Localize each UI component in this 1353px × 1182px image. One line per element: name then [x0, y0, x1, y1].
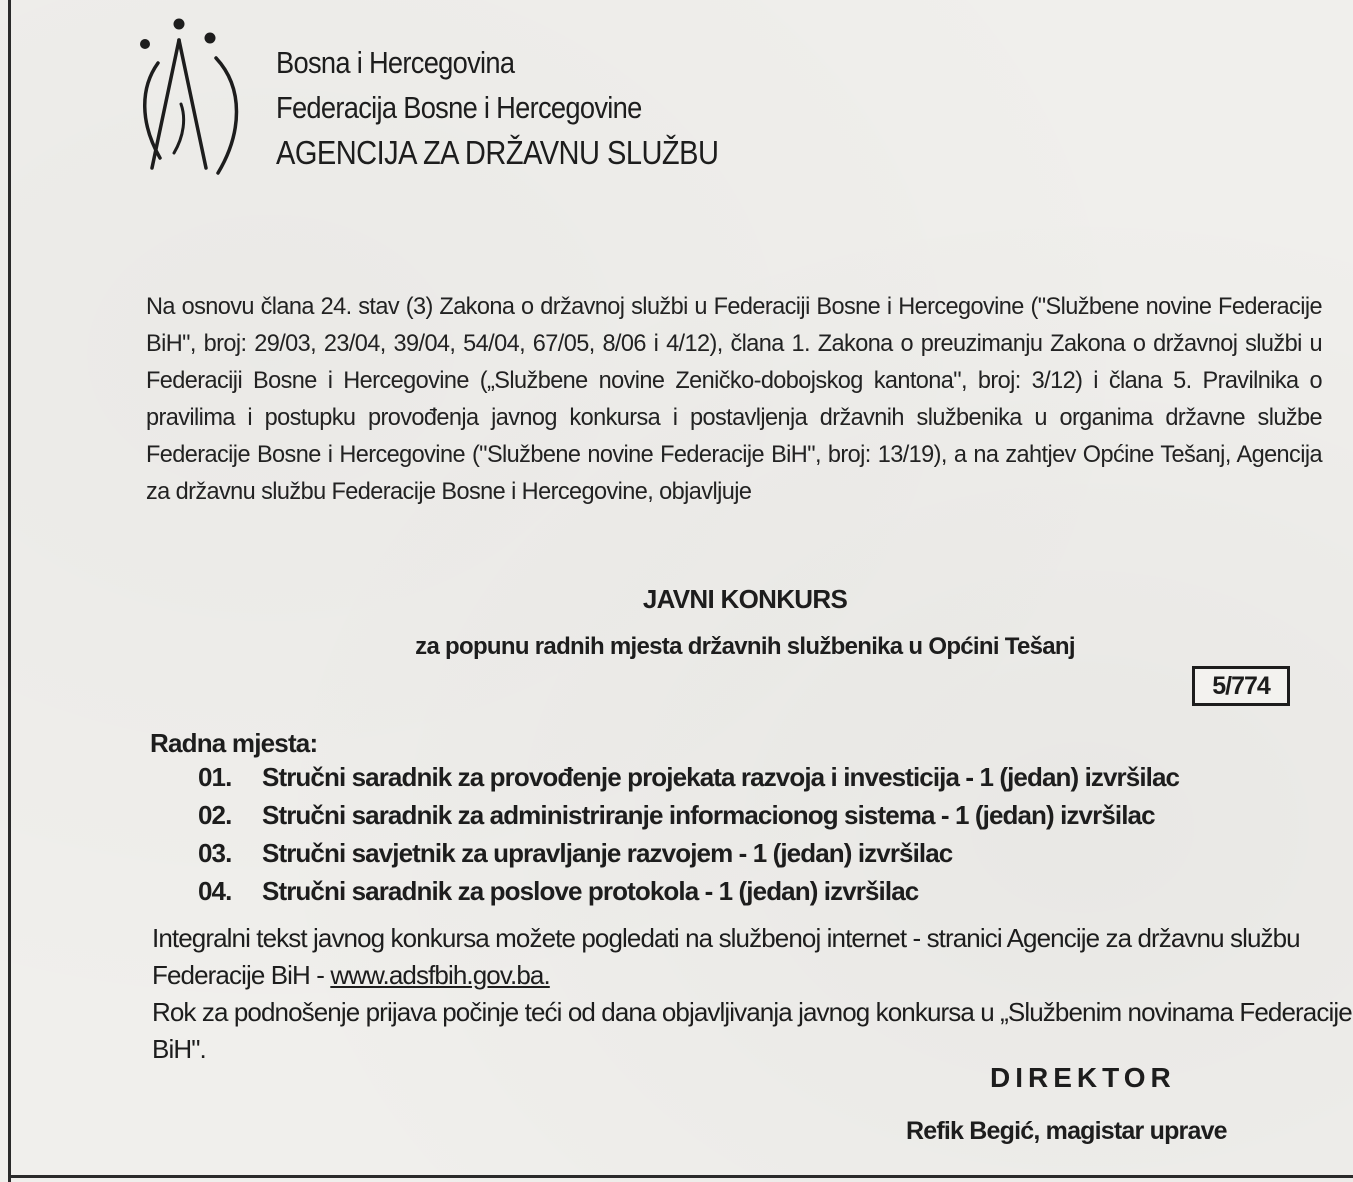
position-number: 04. [198, 876, 232, 906]
list-item [198, 876, 1298, 914]
footer-paragraph-deadline: Rok za podnošenje prijava počinje teći od dana objavljivanja javnog konkursa u „Službenim novinama Federacije BiH". [152, 997, 1352, 1064]
footer-info [152, 920, 1352, 1068]
frame-bottom-border [8, 1175, 1353, 1178]
position-number: 03. [198, 838, 232, 868]
agency-header [276, 40, 876, 175]
positions-heading: Radna mjesta: [150, 728, 318, 758]
notice-title: JAVNI KONKURS [642, 584, 848, 614]
list-item [198, 800, 1298, 838]
position-number: 02. [198, 800, 232, 830]
position-title: Stručni saradnik za poslove protokola - 1 (jedan) izvršilac [262, 876, 919, 906]
notice-subtitle: za popunu radnih mjesta državnih službenika u Općini Tešanj [415, 633, 1075, 660]
reference-number-badge: 5/774 [1192, 666, 1290, 706]
position-title: Stručni saradnik za provođenje projekata razvoja i investicija - 1 (jedan) izvršilac [262, 762, 1180, 792]
header-federation: Federacija Bosne i Hercegovine [276, 90, 642, 125]
agency-website-link[interactable]: www.adsfbih.gov.ba. [330, 960, 550, 990]
header-agency: AGENCIJA ZA DRŽAVNU SLUŽBU [276, 134, 719, 171]
signature-title: DIREKTOR [990, 1062, 1176, 1093]
agency-logo-icon [138, 18, 248, 180]
positions-list [198, 762, 1298, 914]
footer-paragraph-website [152, 920, 1352, 994]
intro-paragraph: Na osnovu člana 24. stav (3) Zakona o državnoj službi u Federaciji Bosne i Hercegovine ("Službene novine Federacije BiH", broj: 29/03, 23/04, 39/04, 54/04, 67/05, 8/06 i 4/12), člana 1. Zakona o preuzimanju Zakona o državnoj službi u Federaciji Bosne i Hercegovine („Službene novine Zeničko-dobojskog kantona", broj: 3/12) i člana 5. Pravilnika o pravilima i postupku provođenja javnog konkursa i postavljenja državnih službenika u organima državne službe Federacije Bosne i Hercegovine ("Službene novine Federacije BiH", broj: 13/19), a na zahtjev Općine Tešanj, Agencija za državnu službu Federacije Bosne i Hercegovine, objavljuje [146, 293, 1322, 505]
position-title: Stručni saradnik za administriranje informacionog sistema - 1 (jedan) izvršilac [262, 800, 1155, 830]
position-number: 01. [198, 762, 232, 792]
list-item [198, 838, 1298, 876]
footer-text-website: Integralni tekst javnog konkursa možete pogledati na službenoj internet - stranici Agencije za državnu službu Federacije BiH - [152, 923, 1300, 990]
position-title: Stručni savjetnik za upravljanje razvojem - 1 (jedan) izvršilac [262, 838, 953, 868]
header-country: Bosna i Hercegovina [276, 45, 515, 80]
list-item [198, 762, 1298, 800]
signature-name: Refik Begić, magistar uprave [906, 1117, 1227, 1145]
